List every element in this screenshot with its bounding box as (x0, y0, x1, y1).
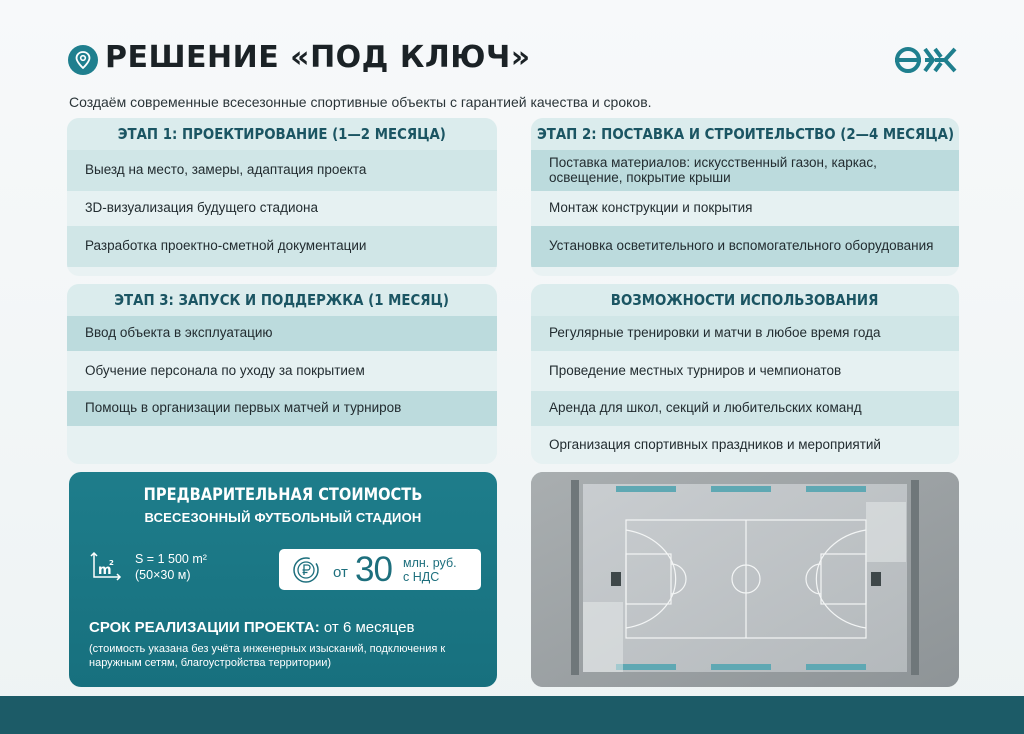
stage2-item: Установка осветительного и вспомогательного оборудования (531, 226, 959, 267)
area-value: S = 1 500 m² (135, 552, 207, 566)
cost-panel (69, 472, 497, 687)
usage-item: Аренда для школ, секций и любительских команд (531, 391, 959, 426)
area-icon-sup: 2 (109, 559, 114, 567)
company-logo (895, 47, 957, 78)
usage-card (531, 284, 959, 464)
stage2-item: Поставка материалов: искусственный газон, каркас, освещение, покрытие крыши (531, 150, 959, 191)
usage-item: Проведение местных турниров и чемпионатов (531, 351, 959, 391)
deadline-label: СРОК РЕАЛИЗАЦИИ ПРОЕКТА: (89, 619, 320, 636)
usage-title: ВОЗМОЖНОСТИ ИСПОЛЬЗОВАНИЯ (531, 284, 959, 316)
stage3-empty-row (67, 426, 497, 464)
page-title: РЕШЕНИЕ «ПОД КЛЮЧ» (105, 40, 531, 75)
stage1-title: ЭТАП 1: ПРОЕКТИРОВАНИЕ (1—2 МЕСЯЦА) (67, 118, 497, 150)
area-icon-label: m (98, 563, 112, 578)
stage3-item: Ввод объекта в эксплуатацию (67, 316, 497, 351)
stage3-card (67, 284, 497, 464)
area-icon (89, 550, 125, 587)
stage1-card (67, 118, 497, 276)
stadium-aerial-image (531, 472, 959, 687)
usage-item: Регулярные тренировки и матчи в любое время года (531, 316, 959, 351)
location-pin-icon (68, 45, 98, 75)
stage3-title: ЭТАП 3: ЗАПУСК И ПОДДЕРЖКА (1 МЕСЯЦ) (67, 284, 497, 316)
stage2-card (531, 118, 959, 276)
usage-item: Организация спортивных праздников и мероприятий (531, 426, 959, 464)
footer-bar (0, 696, 1024, 734)
stage2-title: ЭТАП 2: ПОСТАВКА И СТРОИТЕЛЬСТВО (2—4 МЕСЯЦА) (531, 118, 959, 150)
area-dimensions: (50×30 м) (135, 567, 191, 582)
ruble-coin-icon (291, 555, 321, 590)
stage3-item: Помощь в организации первых матчей и турниров (67, 391, 497, 426)
price-unit: млн. руб. с НДС (403, 556, 457, 585)
stage2-item: Монтаж конструкции и покрытия (531, 191, 959, 226)
cost-title: ПРЕДВАРИТЕЛЬНАЯ СТОИМОСТЬ (143, 485, 423, 505)
stage1-item: 3D-визуализация будущего стадиона (67, 191, 497, 226)
area-text (135, 552, 207, 583)
price-from: от (333, 564, 348, 581)
page-subtitle: Создаём современные всесезонные спортивные объекты с гарантией качества и сроков. (69, 94, 652, 110)
cost-subtitle: ВСЕСЕЗОННЫЙ ФУТБОЛЬНЫЙ СТАДИОН (144, 510, 422, 525)
stage3-item: Обучение персонала по уходу за покрытием (67, 351, 497, 391)
deadline-value: от 6 месяцев (323, 619, 415, 636)
price-value: 30 (355, 550, 392, 589)
price-box (279, 549, 481, 590)
deadline (89, 619, 414, 636)
stage1-item: Выезд на место, замеры, адаптация проекта (67, 150, 497, 191)
cost-note: (стоимость указана без учёта инженерных изысканий, подключения к наружным сетям, благоустройства территории) (89, 643, 446, 670)
stage1-item: Разработка проектно-сметной документации (67, 226, 497, 267)
